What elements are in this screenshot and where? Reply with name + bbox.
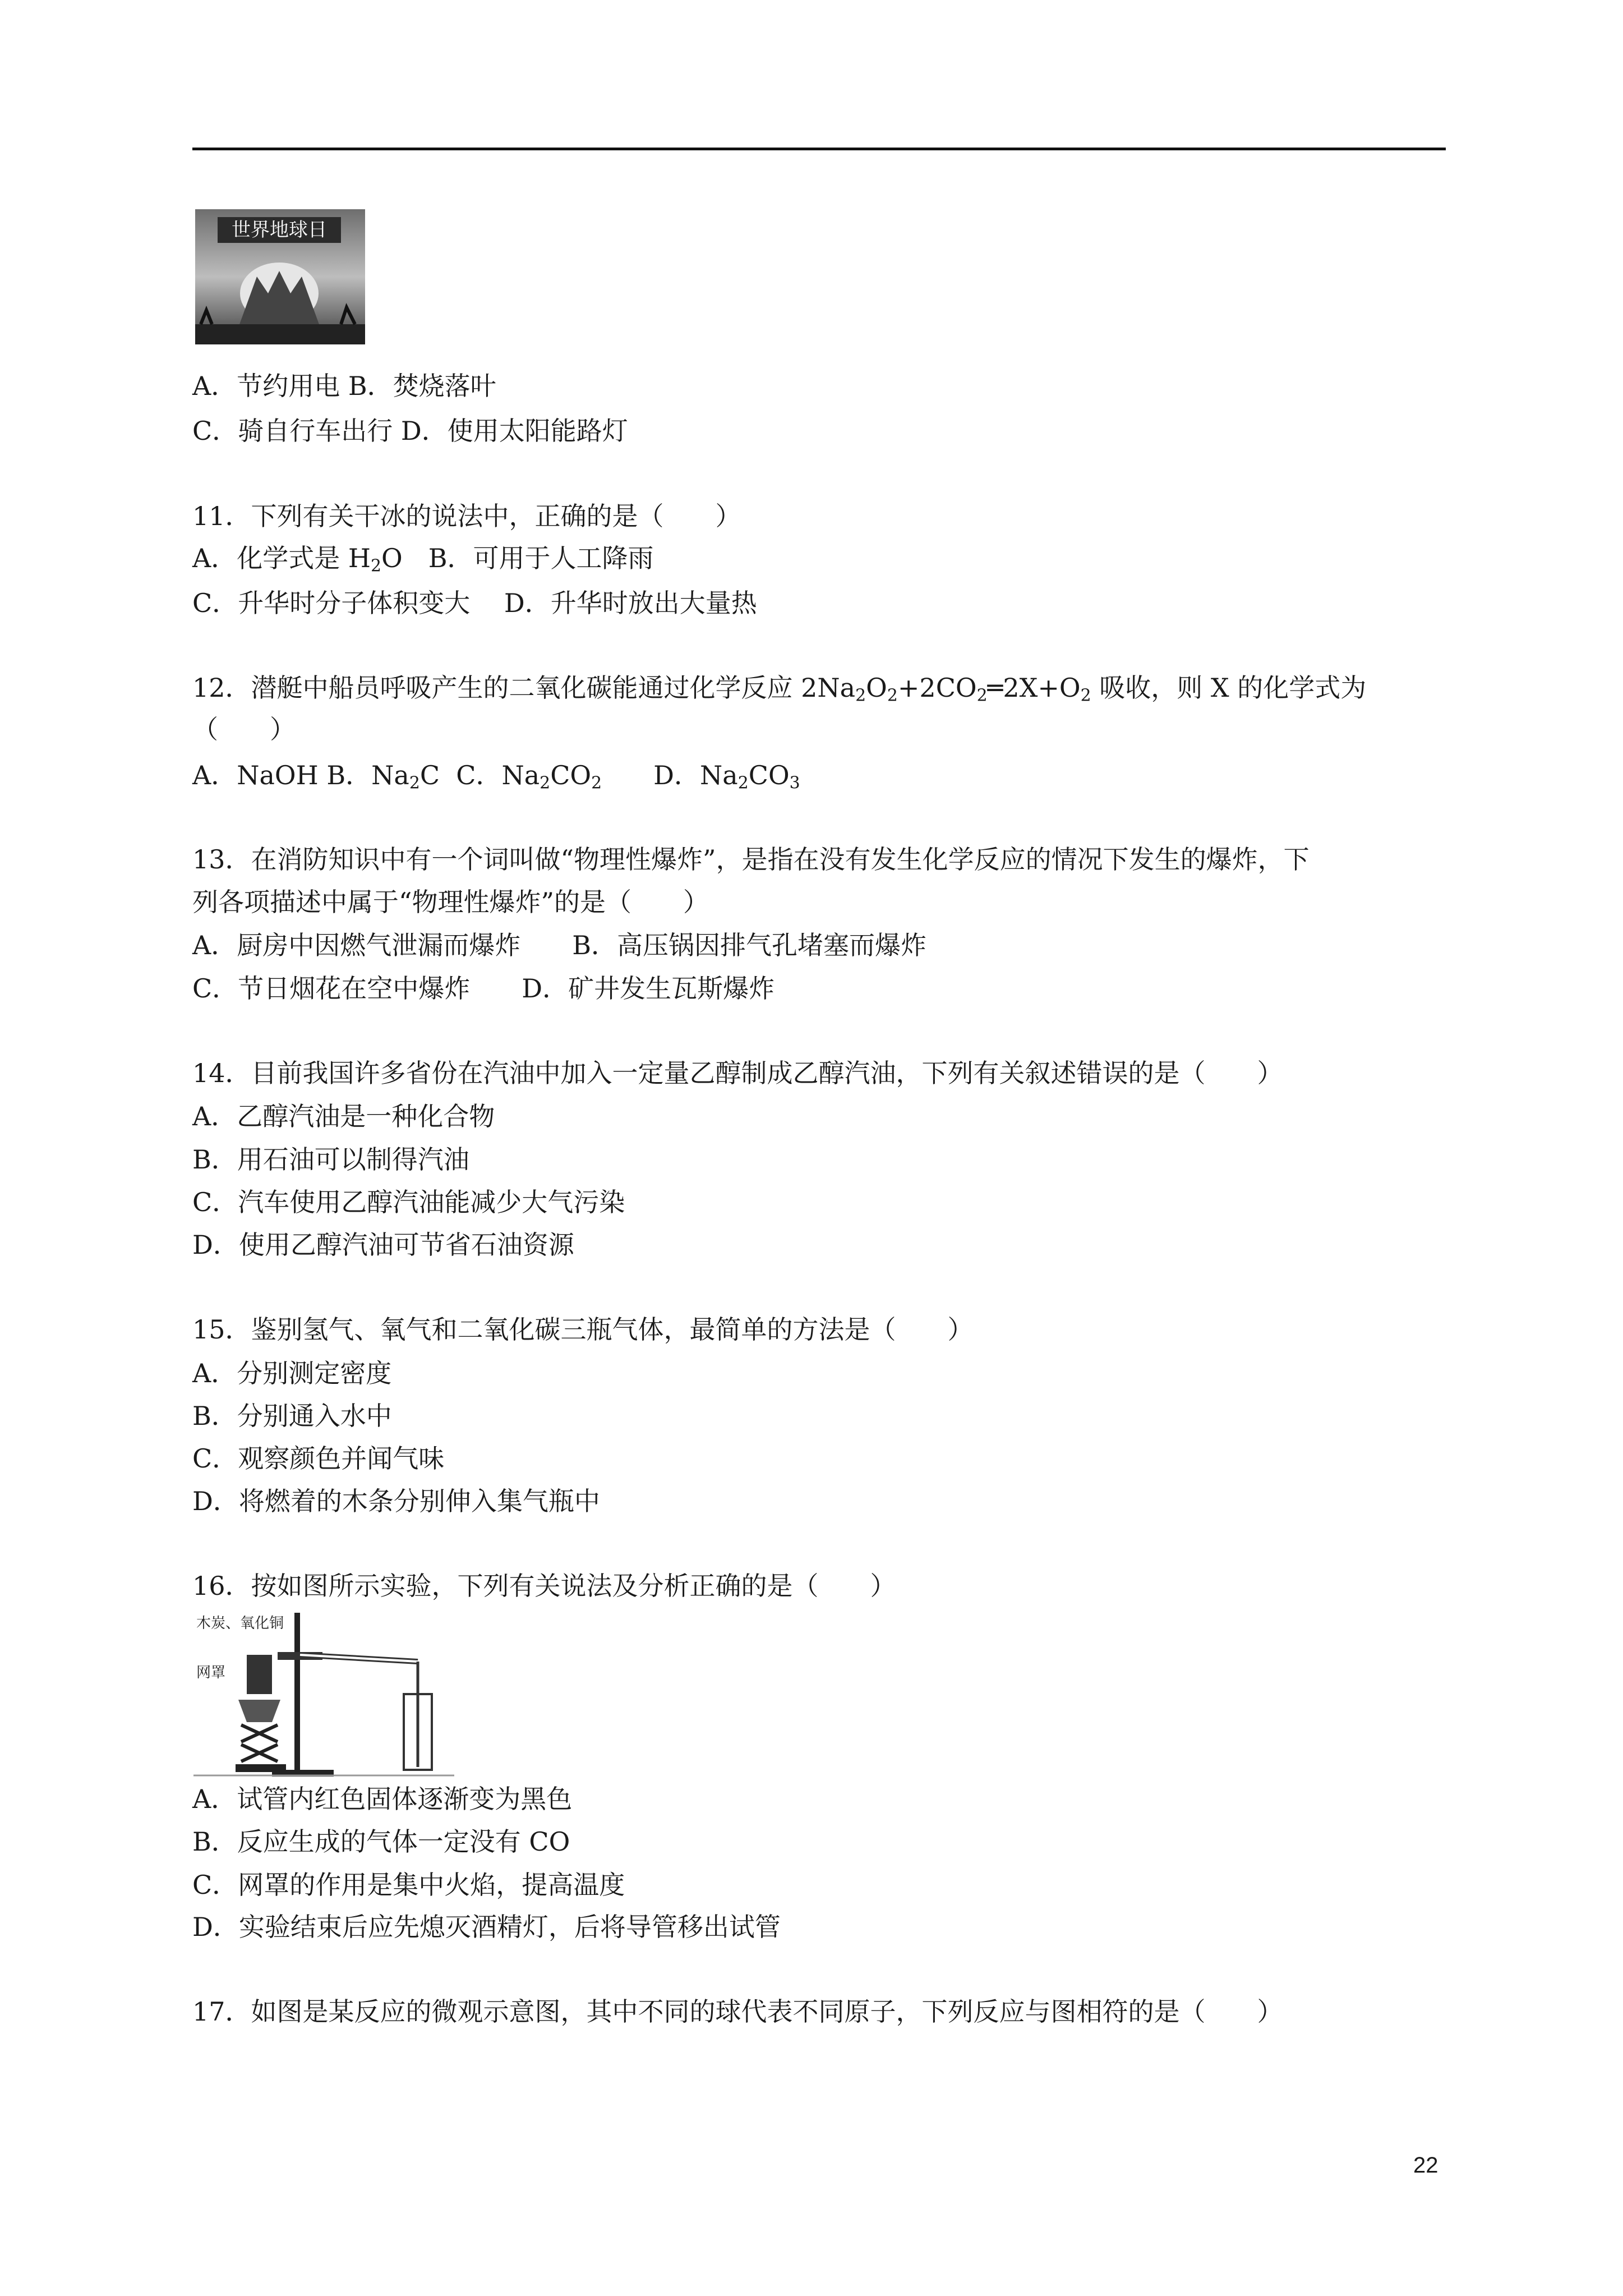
q10-options-line2: C．骑自行车出行 D．使用太阳能路灯 xyxy=(192,416,628,446)
q15-option-c: C．观察颜色并闻气味 xyxy=(192,1443,445,1474)
carbon-reduction-apparatus-image xyxy=(193,1610,454,1779)
q16-option-c: C．网罩的作用是集中火焰，提高温度 xyxy=(192,1870,625,1900)
page-number: 22 xyxy=(1413,2153,1438,2178)
poster-caption: 世界地球日 xyxy=(232,219,327,241)
q14-stem: 14．目前我国许多省份在汽油中加入一定量乙醇制成乙醇汽油，下列有关叙述错误的是（ ） xyxy=(192,1058,1283,1088)
q15-option-a: A．分别测定密度 xyxy=(192,1358,392,1388)
q11-options-line2: C．升华时分子体积变大 D．升华时放出大量热 xyxy=(192,588,757,618)
q12-stem: 12．潜艇中船员呼吸产生的二氧化碳能通过化学反应 $2Na_2O_2+2CO_2═2X+O_2$ 吸收，则 X 的化学式为 xyxy=(192,673,1367,706)
q13-stem-line2: 列各项描述中属于“物理性爆炸”的是（ ） xyxy=(192,887,709,917)
q16-option-b: B．反应生成的气体一定没有 CO xyxy=(192,1826,570,1857)
q17-stem: 17．如图是某反应的微观示意图，其中不同的球代表不同原子，下列反应与图相符的是（ ） xyxy=(192,1996,1283,2027)
earth-hour-poster-image xyxy=(195,209,365,344)
apparatus-label-top: 木炭、氧化铜 xyxy=(196,1615,284,1632)
q15-option-b: B．分别通入水中 xyxy=(192,1401,392,1431)
q15-stem: 15．鉴别氢气、氧气和二氧化碳三瓶气体，最简单的方法是（ ） xyxy=(192,1314,974,1345)
q16-option-a: A．试管内红色固体逐渐变为黑色 xyxy=(192,1784,573,1814)
q12-stem-line2: （ ） xyxy=(192,714,296,744)
q13-options-line1: A．厨房中因燃气泄漏而爆炸 B．高压锅因排气孔堵塞而爆炸 xyxy=(192,930,927,960)
q11-stem: 11．下列有关干冰的说法中，正确的是（ ） xyxy=(192,501,741,531)
q14-option-a: A．乙醇汽油是一种化合物 xyxy=(192,1101,495,1131)
q14-option-b: B．用石油可以制得汽油 xyxy=(192,1144,469,1175)
q13-options-line2: C．节日烟花在空中爆炸 D．矿井发生瓦斯爆炸 xyxy=(192,973,775,1004)
apparatus-label-side: 网罩 xyxy=(196,1664,226,1681)
q11-options-line1: A．化学式是 $H_2O$ B．可用于人工降雨 xyxy=(192,543,654,576)
q16-stem: 16．按如图所示实验，下列有关说法及分析正确的是（ ） xyxy=(192,1571,896,1601)
q14-option-c: C．汽车使用乙醇汽油能减少大气污染 xyxy=(192,1187,625,1217)
q14-option-d: D．使用乙醇汽油可节省石油资源 xyxy=(192,1230,574,1260)
q15-option-d: D．将燃着的木条分别伸入集气瓶中 xyxy=(192,1486,600,1516)
q13-stem-line1: 13．在消防知识中有一个词叫做“物理性爆炸”，是指在没有发生化学反应的情况下发生的爆炸，下 xyxy=(192,844,1310,875)
header-rule xyxy=(192,148,1446,150)
q16-option-d: D．实验结束后应先熄灭酒精灯，后将导管移出试管 xyxy=(192,1912,781,1942)
q12-options: A．NaOH B．$Na_2C$ C．$Na_2CO_2$ D．$Na_2CO_3$ xyxy=(192,760,800,793)
q10-options-line1: A．节约用电 B．焚烧落叶 xyxy=(192,371,496,401)
